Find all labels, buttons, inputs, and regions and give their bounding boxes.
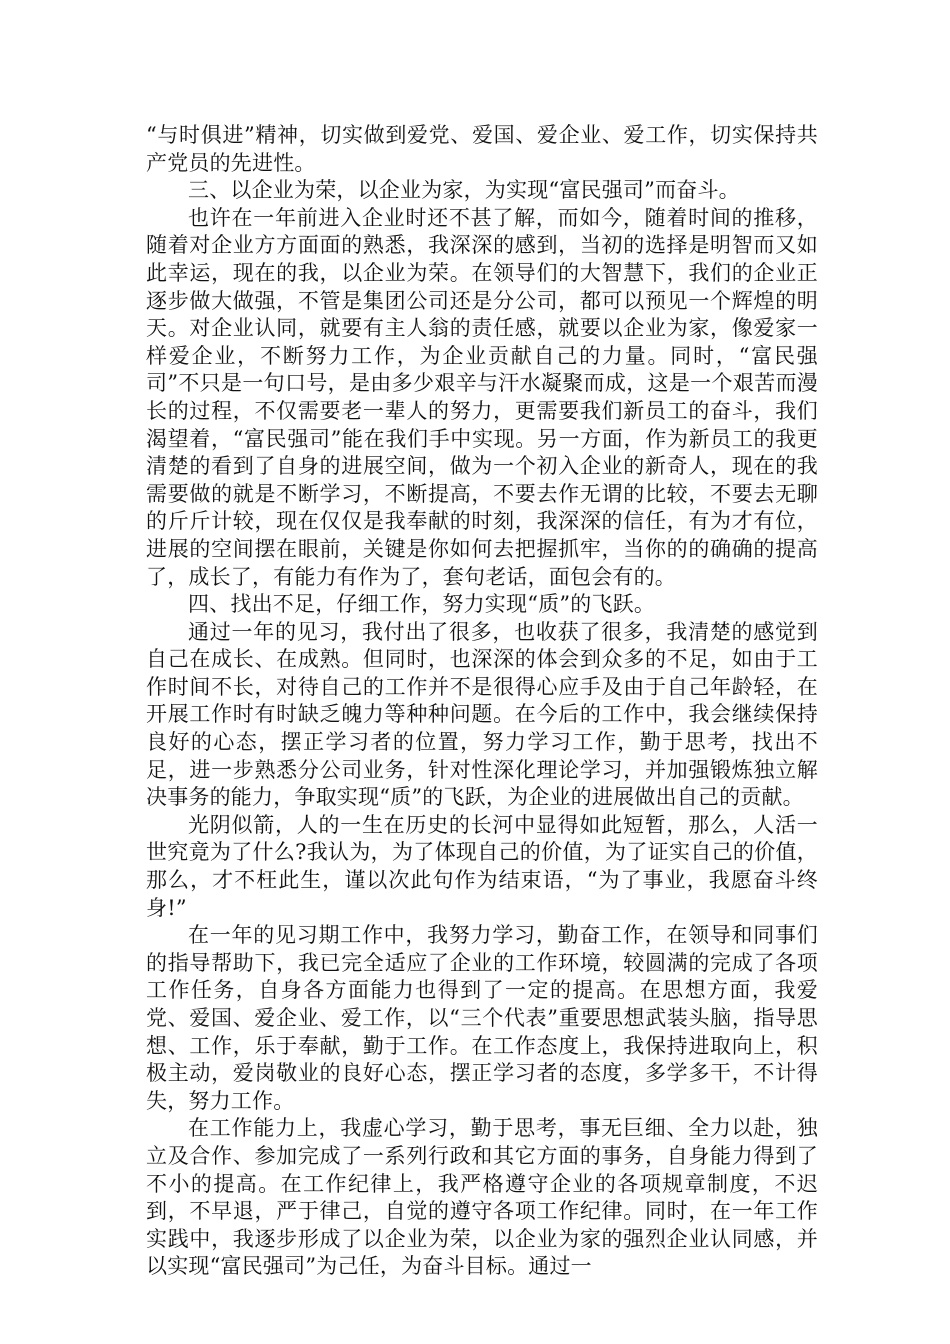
document-body bbox=[146, 122, 818, 1281]
paragraph: 光阴似箭，人的一生在历史的长河中显得如此短暂，那么，人活一世究竟为了什么?我认为，为了体现自己的价值，为了证实自己的价值，那么，才不枉此生，谨以次此句作为结束语，“为了事业，我愿奋斗终身!” bbox=[146, 812, 818, 920]
paragraph-continuation: “与时俱进”精神，切实做到爱党、爱国、爱企业、爱工作，切实保持共产党员的先进性。 bbox=[146, 123, 818, 175]
paragraph: 也许在一年前进入企业时还不甚了解，而如今，随着时间的推移，随着对企业方方面面的熟悉，我深深的感到，当初的选择是明智而又如此幸运，现在的我，以企业为荣。在领导们的大智慧下，我们的企业正逐步做大做强，不管是集团公司还是分公司，都可以预见一个辉煌的明天。对企业认同，就要有主人翁的责任感，就要以企业为家，像爱家一样爱企业，不断努力工作，为企业贡献自己的力量。同时，“富民强司”不只是一句口号，是由多少艰辛与汗水凝聚而成，这是一个艰苦而漫长的过程，不仅需要老一辈人的努力，更需要我们新员工的奋斗，我们渴望着，“富民强司”能在我们手中实现。另一方面，作为新员工的我更清楚的看到了自身的进展空间，做为一个初入企业的新奇人，现在的我需要做的就是不断学习，不断提高，不要去作无谓的比较，不要去无聊的斤斤计较，现在仅仅是我奉献的时刻，我深深的信任，有为才有位，进展的空间摆在眼前，关键是你如何去把握抓牢，当你的的确确的提高了，成长了，有能力有作为了，套句老话，面包会有的。 bbox=[146, 205, 818, 589]
section-heading-4: 四、找出不足，仔细工作，努力实现“质”的飞跃。 bbox=[188, 592, 656, 617]
paragraph: 通过一年的见习，我付出了很多，也收获了很多，我清楚的感觉到自己在成长、在成熟。但同时，也深深的体会到众多的不足，如由于工作时间不长，对待自己的工作并不是很得心应手及由于自己年龄轻，在开展工作时有时缺乏魄力等种种问题。在今后的工作中，我会继续保持良好的心态，摆正学习者的位置，努力学习工作，勤于思考，找出不足，进一步熟悉分公司业务，针对性深化理论学习，并加强锻炼独立解决事务的能力，争取实现“质”的飞跃，为企业的进展做出自己的贡献。 bbox=[146, 619, 818, 810]
paragraph: 在工作能力上，我虚心学习，勤于思考，事无巨细、全力以赴，独立及合作、参加完成了一系列行政和其它方面的事务，自身能力得到了不小的提高。在工作纪律上，我严格遵守企业的各项规章制度，不迟到，不早退，严于律己，自觉的遵守各项工作纪律。同时，在一年工作实践中，我逐步形成了以企业为荣，以企业为家的强烈企业认同感，并以实现“富民强司”为己任，为奋斗目标。通过一 bbox=[146, 1116, 818, 1279]
section-heading-3: 三、以企业为荣，以企业为家，为实现“富民强司”而奋斗。 bbox=[188, 178, 740, 203]
paragraph: 在一年的见习期工作中，我努力学习，勤奋工作，在领导和同事们的指导帮助下，我已完全适应了企业的工作环境，较圆满的完成了各项工作任务，自身各方面能力也得到了一定的提高。在思想方面，我爱党、爱国、爱企业、爱工作，以“三个代表”重要思想武装头脑，指导思想、工作，乐于奉献，勤于工作。在工作态度上，我保持进取向上，积极主动，爱岗敬业的良好心态，摆正学习者的态度，多学多干，不计得失，努力工作。 bbox=[146, 923, 818, 1113]
